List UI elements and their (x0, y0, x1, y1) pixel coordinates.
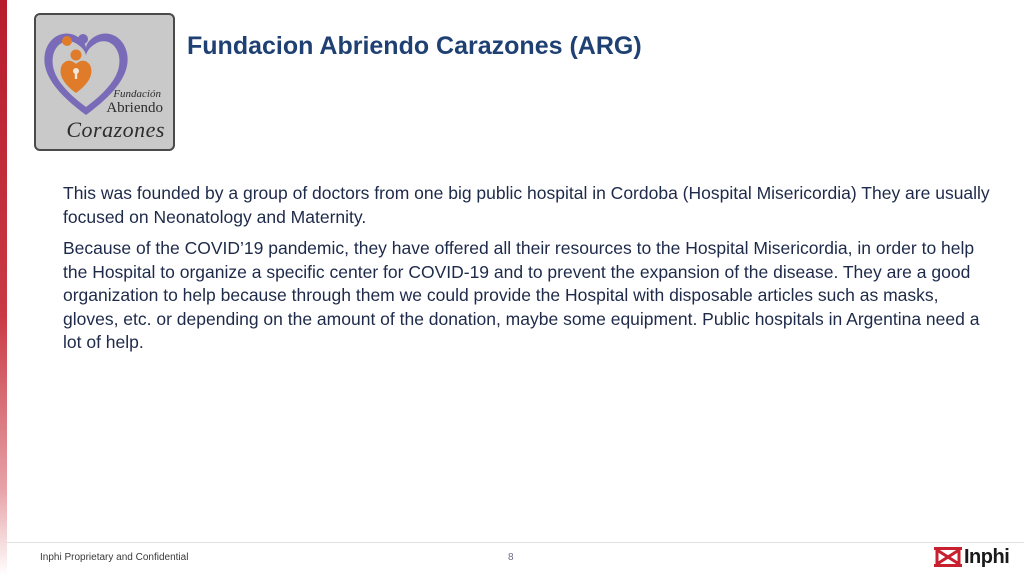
footer-confidential: Inphi Proprietary and Confidential (40, 552, 189, 563)
accent-bar (0, 0, 7, 576)
logo-line-2: Abriendo (106, 100, 163, 116)
footer-divider (7, 542, 1024, 543)
foundation-logo (34, 13, 175, 151)
brand-logo (934, 546, 1009, 568)
page-number: 8 (508, 552, 514, 563)
logo-line-3: Corazones (66, 117, 165, 142)
body-paragraph: This was founded by a group of doctors from one big public hospital in Cordoba (Hospital Misericordia) They are usually focused on Neonatology and Maternity. (63, 183, 990, 227)
logo-line-1: Fundación (113, 88, 161, 100)
inphi-logo-icon (934, 547, 962, 567)
slide-body (63, 182, 993, 363)
brand-name: Inphi (964, 545, 1010, 568)
body-paragraph: Because of the COVID’19 pandemic, they have offered all their resources to the Hospital Misericordia, in order to help the Hospital to organize a specific center for COVID-19 and to prevent the expansion of the disease. They are a good organization to help because through them we could provide the Hospital with disposable articles such as masks, gloves, etc. or depending on the amount of the donation, maybe some equipment. Public hospitals in Argentina need a lot of help. (63, 238, 980, 352)
slide-title: Fundacion Abriendo Carazones (ARG) (187, 32, 642, 60)
